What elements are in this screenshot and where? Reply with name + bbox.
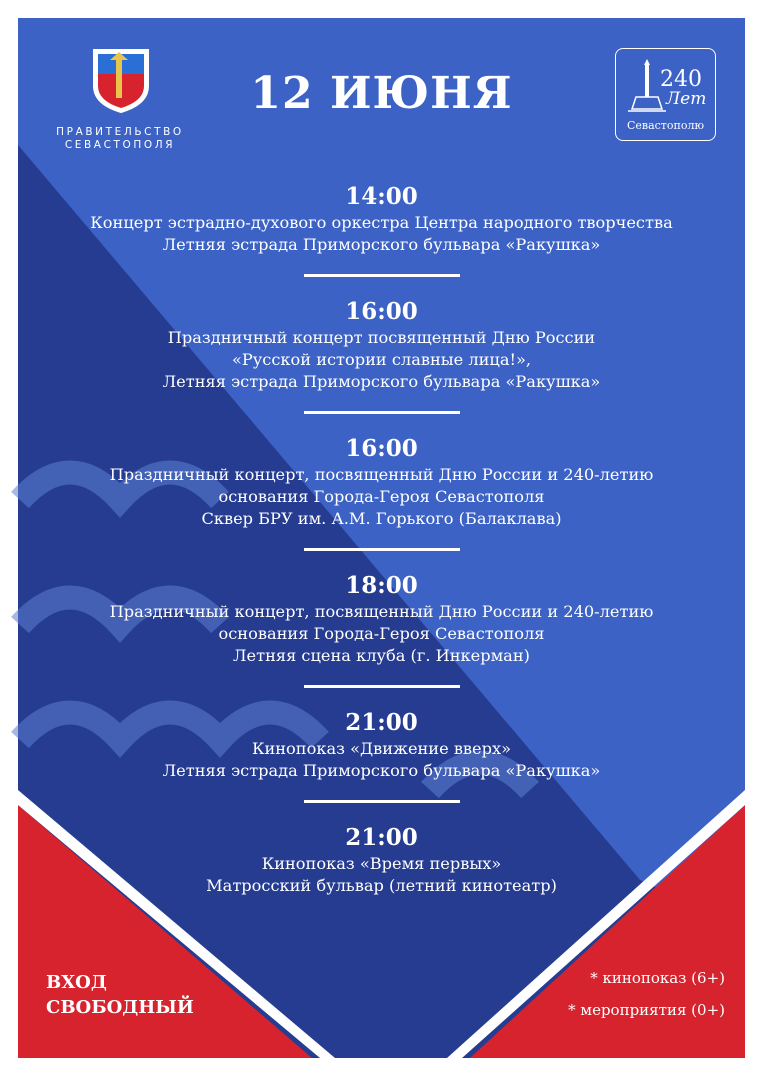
event-line: Летняя эстрада Приморского бульвара «Ракушка»	[162, 235, 601, 254]
event-time: 14:00	[345, 183, 418, 210]
free-entry-line2: СВОБОДНЫЙ	[46, 997, 194, 1018]
event-line: Летняя эстрада Приморского бульвара «Ракушка»	[162, 372, 601, 391]
event-item	[0, 708, 763, 782]
event-line: основания Города-Героя Севастополя	[218, 487, 545, 506]
event-time: 18:00	[345, 572, 418, 599]
gov-logo-line1: ПРАВИТЕЛЬСТВО	[56, 126, 184, 138]
event-time: 16:00	[345, 435, 418, 462]
event-line: основания Города-Героя Севастополя	[218, 624, 545, 643]
page-title: 12 ИЮНЯ	[250, 68, 513, 119]
gov-logo-text	[52, 126, 188, 152]
events-list	[0, 182, 763, 897]
event-line: Праздничный концерт посвященный Дню России	[167, 328, 596, 347]
free-entry-line1: ВХОД	[46, 972, 107, 993]
free-entry-label	[46, 970, 194, 1020]
divider	[304, 274, 460, 277]
event-line: Концерт эстрадно-духового оркестра Центра народного творчества	[90, 213, 673, 232]
divider	[304, 685, 460, 688]
anniversary-city: Севастополю	[626, 119, 705, 132]
divider	[304, 800, 460, 803]
note-film: * кинопоказ (6+)	[590, 969, 725, 987]
event-item	[0, 571, 763, 667]
event-line: Летняя сцена клуба (г. Инкерман)	[233, 646, 530, 665]
event-time: 21:00	[345, 709, 418, 736]
divider	[304, 548, 460, 551]
anniversary-number: 240	[660, 67, 702, 92]
gov-logo-line2: СЕВАСТОПОЛЯ	[64, 139, 176, 151]
age-rating-notes	[568, 962, 725, 1026]
event-line: «Русской истории славные лица!»,	[231, 350, 532, 369]
event-line: Матросский бульвар (летний кинотеатр)	[206, 876, 557, 895]
event-line: Праздничный концерт, посвященный Дню России и 240-летию	[109, 602, 654, 621]
event-line: Кинопоказ «Время первых»	[261, 854, 502, 873]
event-item	[0, 823, 763, 897]
event-line: Сквер БРУ им. А.М. Горького (Балаклава)	[201, 509, 562, 528]
event-item	[0, 297, 763, 393]
event-line: Летняя эстрада Приморского бульвара «Ракушка»	[162, 761, 601, 780]
event-line: Праздничный концерт, посвященный Дню России и 240-летию	[109, 465, 654, 484]
event-time: 21:00	[345, 824, 418, 851]
anniversary-word: Лет	[666, 89, 707, 109]
event-line: Кинопоказ «Движение вверх»	[251, 739, 512, 758]
event-item	[0, 434, 763, 530]
divider	[304, 411, 460, 414]
event-time: 16:00	[345, 298, 418, 325]
event-item	[0, 182, 763, 256]
anniversary-logo	[615, 48, 716, 141]
note-events: * мероприятия (0+)	[568, 1001, 725, 1019]
